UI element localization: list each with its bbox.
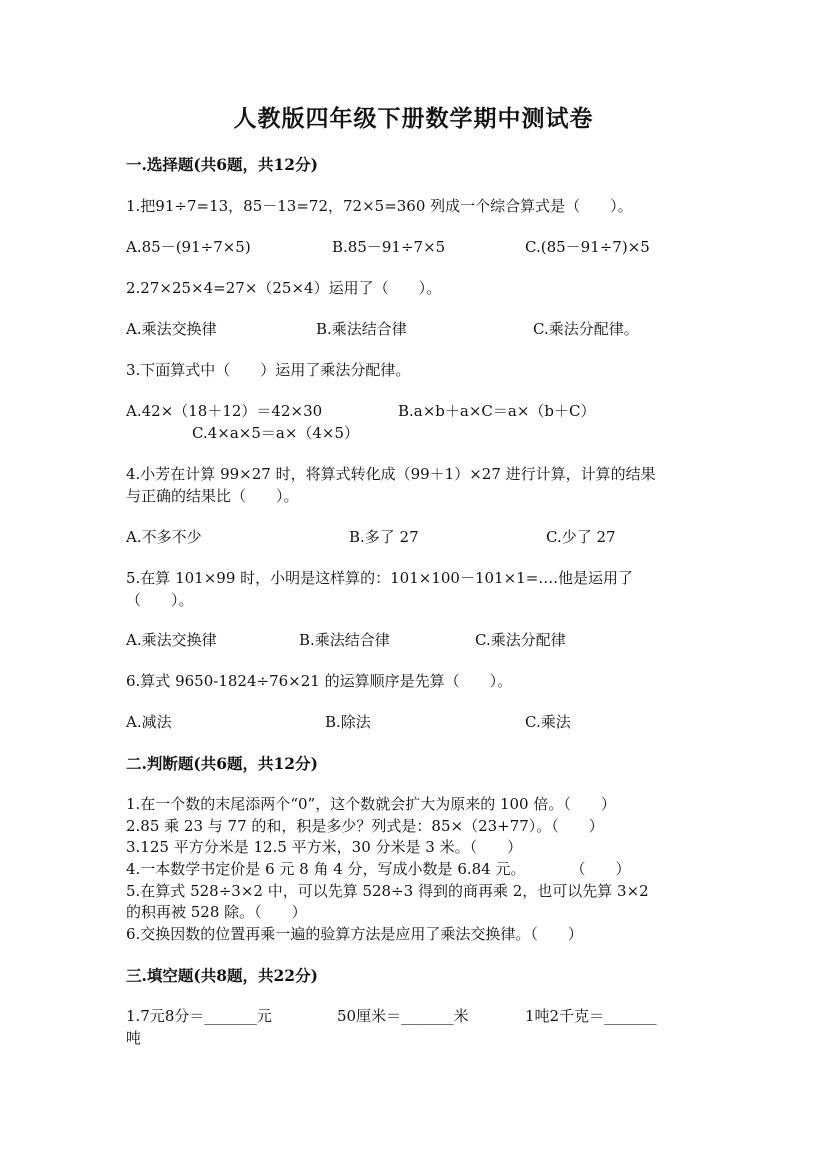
judge-1: 1.在一个数的末尾添两个“0”，这个数就会扩大为原来的 100 倍。（ ）: [126, 795, 616, 813]
question-2-option-c: C.乘法分配律。: [533, 320, 639, 338]
judge-4: 4.一本数学书定价是 6 元 8 角 4 分，写成小数是 6.84 元。 （ ）: [126, 860, 631, 878]
question-5-option-b: B.乘法结合律: [299, 631, 390, 649]
fill-1-part-b: 50厘米＝_______米: [337, 1007, 469, 1025]
judge-5-line2: 的积再被 528 除。（ ）: [126, 903, 307, 921]
section-heading-choice: 一.选择题(共6题，共12分): [126, 155, 318, 174]
question-2-option-a: A.乘法交换律: [126, 320, 217, 338]
question-3-option-a: A.42×（18＋12）＝42×30: [126, 402, 323, 420]
question-3-option-c: C.4×a×5＝a×（4×5）: [192, 424, 360, 442]
judge-2: 2.85 乘 23 与 77 的和，积是多少？列式是：85×（23+77）。（ ）: [126, 817, 604, 835]
question-6-option-b: B.除法: [325, 713, 371, 731]
question-5-option-c: C.乘法分配律: [475, 631, 566, 649]
question-4-option-b: B.多了 27: [349, 528, 419, 546]
question-5-option-a: A.乘法交换律: [126, 631, 217, 649]
question-5-stem-line2: （ ）。: [126, 591, 194, 609]
judge-5-line1: 5.在算式 528÷3×2 中，可以先算 528÷3 得到的商再乘 2，也可以先算 3×2: [126, 882, 649, 900]
question-2-stem: 2.27×25×4=27×（25×4）运用了（ ）。: [126, 279, 442, 297]
question-4-option-a: A.不多不少: [126, 528, 202, 546]
question-6-option-a: A.减法: [126, 713, 172, 731]
section-heading-judge: 二.判断题(共6题，共12分): [126, 754, 318, 773]
fill-1-part-d: 吨: [126, 1029, 142, 1047]
question-3-stem: 3.下面算式中（ ）运用了乘法分配律。: [126, 361, 411, 379]
question-4-stem-line2: 与正确的结果比（ ）。: [126, 487, 299, 505]
question-5-stem-line1: 5.在算 101×99 时，小明是这样算的：101×100－101×1=….他是运用了: [126, 569, 634, 587]
question-4-option-c: C.少了 27: [546, 528, 616, 546]
judge-3: 3.125 平方分米是 12.5 平方米，30 分米是 3 米。（ ）: [126, 838, 523, 856]
question-6-option-c: C.乘法: [525, 713, 571, 731]
question-2-option-b: B.乘法结合律: [316, 320, 407, 338]
question-1-option-b: B.85－91÷7×5: [332, 238, 446, 256]
section-heading-fill: 三.填空题(共8题，共22分): [126, 966, 318, 985]
judge-6: 6.交换因数的位置再乘一遍的验算方法是应用了乘法交换律。（ ）: [126, 925, 583, 943]
question-1-stem: 1.把91÷7=13，85－13=72，72×5=360 列成一个综合算式是（ ）。: [126, 197, 633, 215]
question-4-stem-line1: 4.小芳在计算 99×27 时，将算式转化成（99＋1）×27 进行计算，计算的结果: [126, 465, 656, 483]
question-1-option-c: C.(85－91÷7)×5: [525, 238, 650, 256]
question-1-option-a: A.85－(91÷7×5): [126, 238, 251, 256]
fill-1-part-a: 1.7元8分＝_______元: [126, 1007, 272, 1025]
question-3-option-b: B.a×b＋a×C＝a×（b＋C）: [398, 402, 596, 420]
question-6-stem: 6.算式 9650-1824÷76×21 的运算顺序是先算（ ）。: [126, 672, 513, 690]
page-title: 人教版四年级下册数学期中测试卷: [233, 105, 594, 132]
fill-1-part-c: 1吨2千克＝_______: [525, 1007, 657, 1025]
